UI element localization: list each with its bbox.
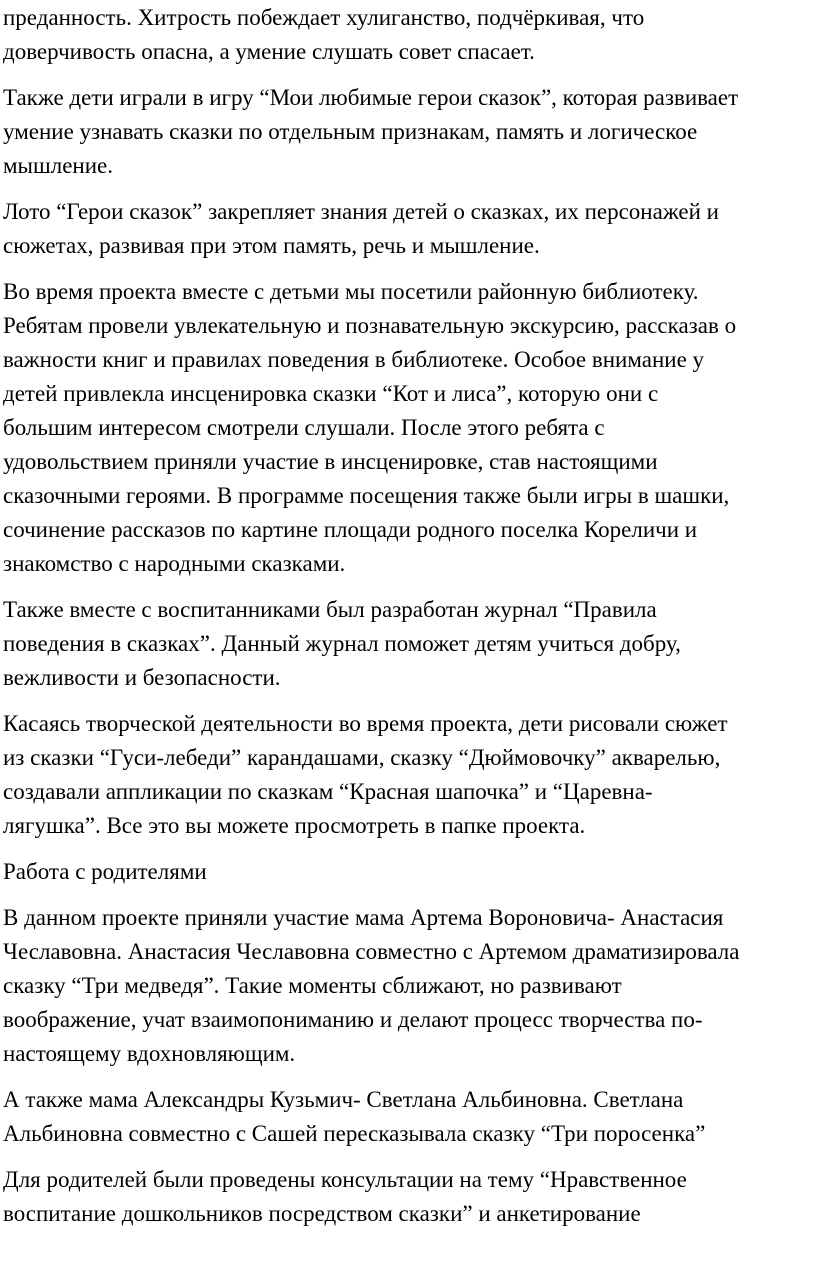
text-line: Работа с родителями (3, 859, 207, 884)
text-line: вежливости и безопасности. (3, 665, 281, 690)
text-line: лягушка”. Все это вы можете просмотреть в папке проекта. (3, 813, 586, 838)
text-line: сюжетах, развивая при этом память, речь и мышление. (3, 233, 540, 258)
text-line: удовольствием приняли участие в инсценировке, став настоящими (3, 449, 658, 474)
paragraph-consultations (3, 1163, 816, 1231)
text-line: воспитание дошкольников посредством сказки” и анкетирование (3, 1201, 641, 1226)
text-line: Также вместе с воспитанниками был разработан журнал “Правила (3, 597, 657, 622)
text-line: Во время проекта вместе с детьми мы посетили районную библиотеку. (3, 279, 699, 304)
text-line: доверчивость опасна, а умение слушать совет спасает. (3, 39, 535, 64)
text-line: настоящему вдохновляющим. (3, 1041, 296, 1066)
text-line: сочинение рассказов по картине площади родного поселка Кореличи и (3, 517, 698, 542)
text-line: Альбиновна совместно с Сашей пересказывала сказку “Три поросенка” (3, 1121, 706, 1146)
text-line: Лото “Герои сказок” закрепляет знания детей о сказках, их персонажей и (3, 199, 719, 224)
text-line: Чеславовна. Анастасия Чеславовна совместно с Артемом драматизировала (3, 939, 740, 964)
paragraph-rules-journal (3, 593, 816, 695)
text-line: сказку “Три медведя”. Такие моменты сближают, но развивают (3, 973, 622, 998)
text-line: преданность. Хитрость побеждает хулиганство, подчёркивая, что (3, 5, 645, 30)
text-line: мышление. (3, 153, 113, 178)
text-line: большим интересом смотрели слушали. После этого ребята с (3, 415, 605, 440)
paragraph-lotto (3, 195, 816, 263)
text-line: Для родителей были проведены консультации на тему “Нравственное (3, 1167, 687, 1192)
paragraph-devotion (3, 1, 816, 69)
section-heading-parents (3, 855, 816, 889)
paragraph-parent-artem (3, 901, 816, 1071)
text-line: Касаясь творческой деятельности во время проекта, дети рисовали сюжет (3, 711, 728, 736)
text-line: воображение, учат взаимопониманию и делают процесс творчества по- (3, 1007, 703, 1032)
text-line: умение узнавать сказки по отдельным признакам, память и логическое (3, 119, 698, 144)
paragraph-library-visit (3, 275, 816, 581)
text-line: из сказки “Гуси-лебеди” карандашами, сказку “Дюймовочку” акварелью, (3, 745, 721, 770)
text-line: А также мама Александры Кузьмич- Светлана Альбиновна. Светлана (3, 1087, 684, 1112)
text-line: создавали аппликации по сказкам “Красная шапочка” и “Царевна- (3, 779, 653, 804)
text-line: В данном проекте приняли участие мама Артема Вороновича- Анастасия (3, 905, 724, 930)
paragraph-parent-alexandra (3, 1083, 816, 1151)
text-line: поведения в сказках”. Данный журнал поможет детям учиться добру, (3, 631, 681, 656)
paragraph-creative-activity (3, 707, 816, 843)
paragraph-favorite-heroes-game (3, 81, 816, 183)
text-line: Также дети играли в игру “Мои любимые герои сказок”, которая развивает (3, 85, 739, 110)
text-line: сказочными героями. В программе посещения также были игры в шашки, (3, 483, 730, 508)
text-line: детей привлекла инсценировка сказки “Кот и лиса”, которую они с (3, 381, 659, 406)
text-line: Ребятам провели увлекательную и познавательную экскурсию, рассказав о (3, 313, 737, 338)
text-line: важности книг и правилах поведения в библиотеке. Особое внимание у (3, 347, 705, 372)
text-line: знакомство с народными сказками. (3, 551, 346, 576)
